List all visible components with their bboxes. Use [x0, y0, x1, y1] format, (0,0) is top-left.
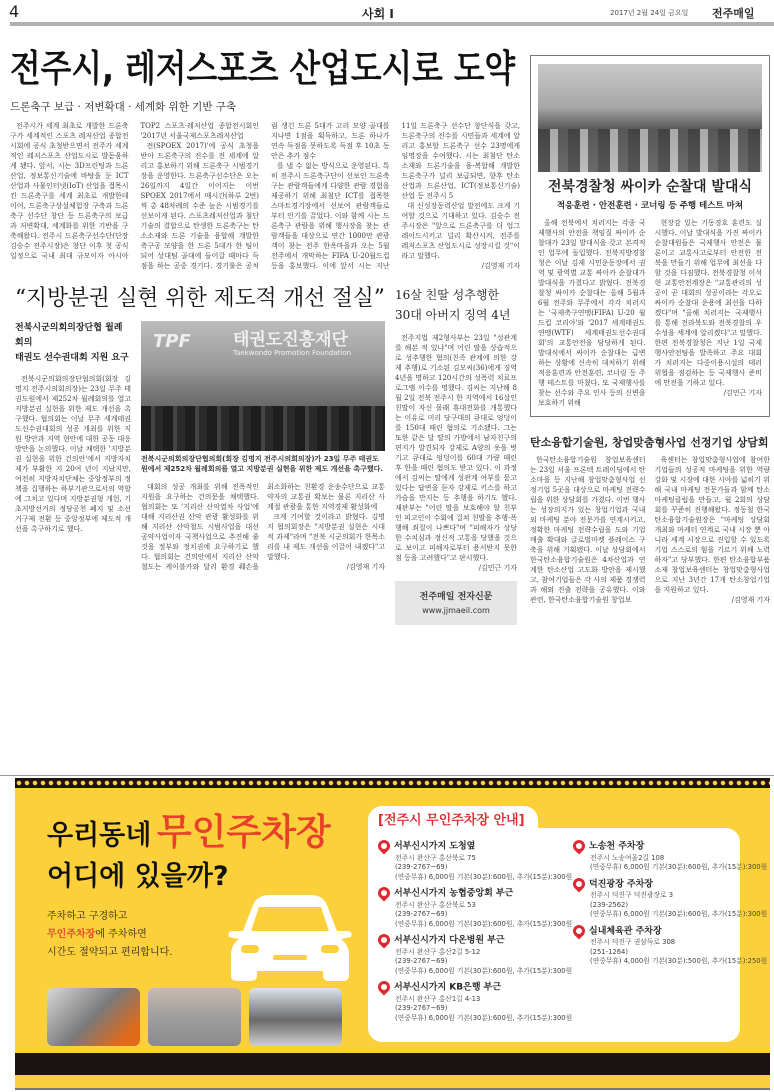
council-headline: “지방분권 실현 위한 제도적 개선 절실”: [15, 286, 385, 311]
council-article: [15, 285, 385, 625]
page-bottom-rule: [15, 1088, 770, 1090]
carbon-headline-wrap: [530, 431, 770, 449]
council-columns-2-3: [141, 482, 385, 572]
e-newspaper-box[interactable]: [395, 581, 517, 625]
parking-lot-item: [573, 925, 768, 967]
parking-lot-fee: (연중무휴) 6,000원 기본(30분):600원, 추가(15분):300원: [395, 966, 573, 975]
ad-copy: [47, 908, 172, 962]
parking-lot-address: 전주시 덕진구 권삼득로 308: [590, 938, 676, 946]
parking-lot-item: [573, 840, 768, 873]
map-pin-icon: [376, 979, 393, 996]
parking-lot-item: [573, 878, 768, 920]
ad-top-border: [0, 775, 774, 776]
council-right-column: [141, 321, 385, 572]
paper-name: 전주매일: [712, 7, 755, 20]
carbon-body: [530, 455, 770, 605]
issue-date: 2017년 2월 24일 금요일: [610, 9, 689, 17]
parking-lot-phone: (239-2562): [590, 900, 629, 909]
police-paragraph-2: 현장감 있는 기동경호 훈련도 실시했다. 이날 발대식을 가진 싸이카 순찰대원들은 국제행사 안전은 물론이고 교통사고로부터 안전한 전북을 만들기 위해 업무에 최선을 다할 것을 다짐했다. 전북경찰청 이석현 교통안전계장은 "교통관리의 성공이 곧 대회의 성공이라는 각오로 싸이카 순찰대 운용에 최선을 다하겠다"며 "올해 치러지는 국제행사를 통해 전라북도와 전북경찰의 우수성을 세계에 알리겠다"고 말했다. 한편 전북경찰청은 지난 1일 국제행사안전팀을 발족하고 주요 대회가 치러지는 다중이용시설의 테러 위협을 점검하는 등 국제행사 준비에 만전을 기하고 있다.: [654, 219, 762, 387]
court-byline: /김민근 기자: [478, 564, 517, 572]
parking-lot-name: [573, 925, 738, 939]
lead-paragraph-2: 전(SPOEX 2017)'에 공식 초청을 받아 드론축구의 진수를 전 세계에 알리고 홍보하기 위해 드론축구 시범경기장을 운영한다. 드론축구선수단은 오는 26일까지 4일간 이어지는 이번 SPOEX 2017에서 매시간(하루 2번)씩 총 48차례의 수준 높은 시범경기를 선보이게 된다. 스포츠레저산업과 첨단기술의 결합으로 탄생한 드론축구는 탄소소재와 드론 기술을 융합해 개발한 축구공 모양을 한 드론 5대가 한 팀이 되어 상대팀 골대에 들어갈 때마다 득점을 하는 공중 경기다. 경기룰은 공처럼 생긴 드론 5대가 고리 모양 골대를 지나면 1점을 획득하고, 드론 하나가 연속 득점을 못하도록 득점 후 10초 동안은 추가 점수: [140, 122, 390, 270]
ad-copy-line-3: 시간도 절약되고 편리합니다.: [47, 947, 173, 958]
ad-headline-group: [47, 810, 331, 862]
council-paragraph-1: 전북시군의회의장단협의회(회장 김명지 전주시의회의장)는 23일 무주 태권도원에서 제252차 월례회의를 열고 지방분권 실현을 위한 제도 개선을 촉구했다. 협의회는 이날 무주 세계태권도선수권대회의 성공 개최를 위한 지원 방안과 지역 현안에 대한 공동 대응 방안을 논의했다. 이날 채택한 '지방분권 실현을 위한 건의안'에서 지방자치제가 부활한 지 20여 년이 지났지만, 여전히 지방자치단체는 중앙정부의 정책을 집행하는 하부기관으로서의 역할에 그치고 있다며 지방분권형 개헌, 기초지방선거의 정당공천 폐지 및 소선거구제 전환 등 중앙정부에 제도적 개선을 촉구하기로 했다.: [15, 375, 131, 533]
court-headline: [395, 285, 517, 325]
police-headline: 전북경찰청 싸이카 순찰대 발대식: [548, 179, 752, 195]
parking-lot-name: [378, 934, 568, 948]
council-paragraph-2: 대회의 성공 개최를 위해 전폭적인 지원을 요구하는 건의문을 채택했다. 협의회는 또 '지리산 산악열차 사업'에 대해 지리산권 산악 관광 활성화를 위해 지리산 산악철도 시범사업을 대선 공약사업이자 국책사업으로 추진해 줄 것을 정부와 정치권에 요구하기로 했다. 협의회는 건의안에서 지리산 산악철도는 케이블카와 달리 환경 훼손을 최소화하는 친환경 운송수단으로 교통약자의 교통권 확보는 물론 지리산 사계절 관광을 통한 지역경제 활성화에: [141, 483, 385, 571]
parking-lot-title: 덕진광장 주차장: [589, 879, 653, 889]
lead-headline-wrap: [10, 46, 520, 94]
parking-lot-item: [378, 840, 573, 882]
parking-lot-fee: (연중무휴) 6,000원 기본(30분):600원, 추가(15분):300원: [395, 919, 573, 928]
parking-lot-item: [378, 887, 573, 929]
e-newspaper-name: 전주매일 전자신문: [419, 592, 493, 602]
parking-lot-address: 전주시 완산구 홍산1길 4-13: [395, 994, 481, 1003]
council-column-1: [15, 374, 131, 534]
court-headline-line-1: 16살 친딸 성추행한: [395, 288, 500, 302]
parking-advertisement: [15, 788, 770, 1088]
parking-lot-item: [378, 934, 573, 976]
police-paragraph-1: 올해 전북에서 치러지는 각종 국제행사의 안전을 책임질 싸이카 순찰대가 23일 발대식을 갖고 본격적인 업무에 돌입했다. 전북지방경찰청은 이날 김제 시민운동장에서 권역 및 광역별 교통 싸이카 순찰대가 발대식을 가졌다고 밝혔다. 전북경찰청 싸이카 순찰대는 올해 5월과 6월 전주와 무주에서 각각 치러지는 '국제축구연맹(FIFA) U-20 월드컵 코리아'와 '2017 세계태권도연맹(WTF) 세계태권도선수권대회'의 교통안전을 담당하게 된다. 발대식에서 싸이카 순찰대는 급변하는 상황에 신속히 대처하기 위해 적응훈련과 안전훈련, 코너링 등 주행 테스트를 마쳤다. 또 국제행사를 찾는 선수와 주요 인사 등의 신변을 보호하기 위해: [538, 219, 646, 407]
left-region: [10, 46, 520, 625]
motorcycles: [538, 129, 762, 172]
parking-lot-phone: (239-2767~69): [395, 910, 448, 918]
lower-left-area: [10, 285, 520, 625]
header-rule: [10, 22, 774, 26]
parking-lot-name: [378, 981, 568, 995]
carbon-paragraph-1: 한국탄소융합기술원 창업보육센터는 23일 서울 프론텍 트레이딩에서 탄소마을 등 지난해 창업맞춤형사업 선정기업 5곳을 대상으로 마케팅 전략수립을 위한 상담회를 가졌다. 이번 행사는 성장의지가 있는 창업기업과 국내외 마케팅 분야 전문가를 연계시키고, 정확한 마케팅 전략수립을 도와 기업 매출 확대와 글로벌마켓 플레이스 구축을 위해 기획됐다. 이날 상담회에서 한국탄소융합기술원은 4차산업과 연계한 탄소산업 고도화 방안을 제시했고, 참여기업들은 각 사의 제품 경쟁력과 해외 진출 전략을 공유했다. 이와 관련, 한국탄소융합기술원 창업보: [530, 456, 646, 604]
map-pin-icon: [376, 885, 393, 902]
map-pin-icon: [376, 838, 393, 855]
ad-copy-red: 무인주차장: [47, 929, 96, 940]
page-number: 4: [9, 2, 20, 21]
parking-lot-address: 전주시 완산구 홍산북로 53: [395, 900, 476, 909]
carbon-article: [530, 431, 770, 605]
police-body: [538, 218, 762, 408]
ad-photo-machines: [249, 988, 342, 1046]
photo-people: [141, 406, 385, 451]
photo-sign-english: Taekwondo Promotion Foundation: [233, 349, 352, 357]
parking-lot-name: [378, 840, 568, 854]
photo-sign-korean: 태권도진흥재단: [233, 330, 348, 350]
council-headline-wrap: [15, 285, 385, 315]
lead-paragraph-1: 전주시가 세계 최초로 개발한 드론축구가 세계적인 스포츠 레저산업 종합전시회에 공식 초청받으면서 전주가 세계적인 레저스포츠 산업도시로 발돋움하게 됐다. 앞서, 시는 3D프린팅과 드론산업, 정보통신기술에 바탕을 둔 ICT산업과 사물인터넷(IoT) 산업을 접목시킨 드론축구를 세계 최초로 개발한데 이어, 드론축구상설체험장 구축과 드론축구 선수단 창단 등 드론축구의 보급과 저변확대, 세계화를 위한 기반을 구축해왔다. 전주시 드론축구선수단(단장 김승수 전주시장)은 창단 이후 첫 공식일정으로 국내 최대 규모이자 아시아 TOP2 스포츠·레저산업 종합전시회인 '2017년 서울국제스포츠레저산업: [10, 122, 259, 260]
council-left-column: [15, 321, 131, 572]
court-paragraph: 전주지법 제2형사부는 23일 "성관계를 해본 적 있냐"며 어린 딸을 상습적으로 성추행한 혐의(친족 관계에 의한 강제 추행)로 기소된 김모씨(36)에게 징역 4년을 명하고 120시간의 성폭력 치료프로그램 이수를 명했다. 김씨는 지난해 8월 2일 전북 전주시 한 지역에서 16살인 친딸이 자신 몰래 휴대전화를 개통했다는 이유로 미리 당구대의 큐대로 엉덩이를 150대 때린 혐의로 기소됐다. 그는 또한 같은 달 딸의 가방에서 남자친구의 편지가 발견되자 강제로 A양의 옷을 벗기고 큐대로 엉덩이를 60대 가량 때린 후 한을 때린 혐의도 받고 있다. 이 과정에서 김씨는 딸에게 성관계 여부를 묻고 있다는 답변을 듣자 강제로 키스를 하고 가슴을 만지는 등 추행을 하기도 했다. 재판부는 "어린 딸을 보호해야 할 친부인 피고인이 수회에 걸쳐 친딸을 추행·폭행해 죄질이 나쁘다"며 "피해자가 상당한 수치심과 정신적 고통을 당했을 것으로 보이고 피해자로부터 용서받지 못한 점 등을 고려했다"고 판시했다.: [395, 334, 517, 562]
right-region: [530, 55, 770, 605]
parking-lot-title: 서부신시가지 농협중앙회 부근: [394, 888, 514, 899]
council-byline: /김영재 기자: [346, 563, 385, 571]
ad-headline-red: 무인주차장: [156, 812, 331, 853]
lead-paragraph-3: 를 낼 수 없는 방식으로 운영된다. 특히 전주시 드론축구단이 선보인 드론축구는 관람객들에게 다양한 관람 경험을 제공하기 위해 최첨단 ICT를 접목한 스마트경기장에서 선보여 관람객들로부터 인기를 끌었다. 이와 함께 시는 드론축구 관람을 위해 행사장을 찾는 관람객들을 대상으로 연간 1000만 관광객이 찾는 전주 한옥마을과 오는 5월 전주에서 개막하는 FIFA U-20월드컵 등을 홍보했다. 이에 앞서 시는 지난 11일 드론축구 선수단 창단식을 갖고, 드론축구의 진수를 시민들과 세계에 알리고 홍보할 드론축구 선수 23명에게 임명장을 수여했다. 시는 최첨단 탄소소재와 드론기술을 융·복합해 개발한 드론축구가 널리 보급되면, 향후 탄소산업과 드론산업, ICT(정보통신기술)산업 등 전주시 5: [271, 122, 520, 270]
parking-lot-fee: (연중무휴) 6,000원 기본(30분):600원, 추가(15분):300원: [395, 1013, 573, 1022]
lead-paragraph-4: 대 신성장동력산업 발전에도 크게 기여할 것으로 기대하고 있다. 김승수 전주시장은 "앞으로 드론축구를 더 업그레이드시키고 널리 확산시켜, 전주를 레저스포츠 산업도시로 성장시킬 것"이라고 말했다.: [401, 202, 520, 260]
car-icon: [225, 893, 355, 983]
parking-info-title: [전주시 무인주차장 안내]: [378, 813, 525, 828]
page-header: [0, 0, 774, 27]
ad-headline-line-1: [47, 810, 331, 856]
map-pin-icon: [571, 922, 588, 939]
council-photo-caption: 전북시군의회의장단협의회(회장 김명지 전주시의회의장)가 23일 무주 태권도원에서 제252차 월례회의를 열고 지방분권 실현을 위한 제도 개선을 촉구했다.: [141, 455, 384, 473]
parking-lot-phone: (239-2767~69): [395, 1004, 448, 1012]
ad-bottom-bar: [15, 1053, 770, 1075]
section-name: 사회 I: [362, 7, 394, 21]
parking-list-left: [378, 840, 573, 1028]
parking-lot-fee: (연중무휴) 6,000원 기본(30분):600원, 추가(15분):300원: [590, 910, 768, 918]
ad-copy-line-2: 에 주차하면: [95, 929, 147, 940]
ad-headline-black: 우리동네: [47, 820, 152, 851]
lead-body: [10, 121, 520, 271]
parking-lot-name: [573, 878, 738, 892]
parking-lot-address: 전주시 완산구 홍산2길 5-12: [395, 947, 481, 956]
parking-lot-address: 전주시 노송여울2길 108: [590, 853, 665, 862]
parking-lot-title: 서부신시가지 KB은행 부근: [394, 982, 502, 993]
ad-copy-line-1: 주차하고 구경하고: [47, 911, 128, 922]
parking-lot-name: [378, 887, 568, 901]
ad-photo-operator: [47, 988, 140, 1046]
parking-lot-title: 노송천 주차장: [589, 841, 645, 852]
police-motorcycle-photo: [538, 64, 762, 172]
parking-lot-address: 전주시 덕진구 덕진광장로 3: [590, 891, 674, 899]
lead-headline: 전주시, 레저스포츠 산업도시로 도약: [10, 47, 516, 90]
court-article: [395, 285, 517, 625]
ad-photo-gate: [148, 988, 241, 1046]
court-headline-line-2: 30대 아버지 징역 4년: [395, 308, 511, 322]
court-body: [395, 333, 517, 563]
carbon-paragraph-2: 육센터는 창업맞춤형사업에 참여한 기업들의 성공적 마케팅을 위한 역량 강화 및 시장에 대한 시야를 넓히기 위해 국내 마케팅 전문가들과 함께 탄소마케팅클럽을 만들고, 월 2회의 상담회를 꾸준히 진행해왔다. 정동철 한국탄소융합기술원장은 "마케팅 상담회 개최와 마케터 연계로 국내 시장 뿐 아니라 세계 시장으로 진입할 수 있도록 기업 스스로의 힘을 기르기 위해 노력하자"고 당부했다. 한편 탄소융합부품소재 창업보육센터는 창업맞춤형사업으로 지난 3년간 17개 탄소창업기업을 지원하고 있다.: [654, 456, 770, 594]
parking-lot-title: 서부신시가지 도청옆: [394, 841, 476, 852]
council-subtitle-line-1: 전북시군의회의장단협 월례회의: [15, 323, 123, 348]
council-subtitle-line-2: 태권도 선수권대회 지원 요구: [15, 353, 129, 363]
parking-lot-fee: (연중무휴) 6,000원 기본(30분):600원, 추가(15분):300원: [590, 863, 768, 871]
parking-lot-phone: (239-2767~69): [395, 863, 448, 871]
carbon-byline: /김영재 기자: [731, 596, 770, 604]
council-subtitle: [15, 321, 131, 366]
parking-lot-item: [378, 981, 573, 1023]
parking-lot-fee: (연중무휴) 4,000원 기본(30분):500원, 추가(15분):250원: [590, 957, 768, 965]
taekwondo-foundation-photo: [141, 321, 385, 451]
lead-byline: /김영재 기자: [481, 262, 520, 270]
ad-dot-strip: [15, 778, 770, 788]
e-newspaper-url[interactable]: www.jjmaeil.com: [422, 606, 490, 615]
police-byline: /김민근 기자: [723, 389, 762, 397]
parking-lot-phone: (239-2767~69): [395, 957, 448, 965]
map-pin-icon: [376, 932, 393, 949]
parking-lot-name: [573, 840, 738, 854]
parking-lot-title: 실내체육관 주차장: [589, 926, 662, 936]
parking-list-right: [573, 840, 768, 972]
police-article-box: [530, 55, 770, 417]
police-subtitle: 적응훈련 · 안전훈련 · 코너링 등 주행 테스트 마쳐: [556, 201, 744, 211]
parking-lot-address: 전주시 완산구 홍산북로 75: [395, 853, 476, 862]
ad-headline-line-2: 어디에 있을까?: [47, 861, 229, 892]
council-body-area: [15, 321, 385, 572]
parking-lot-phone: (251-1264): [590, 947, 629, 956]
council-paragraph-3: 크게 기여할 것이라고 밝혔다. 김명지 협의회장은 "지방분권 실현은 시대적 과제"라며 "전북 시군의회가 한목소리를 내 제도 개선을 이끌어 내겠다"고 말했다.: [267, 513, 385, 561]
parking-lot-fee: (연중무휴) 6,000원 기본(30분):600원, 추가(15분):300원: [395, 872, 573, 881]
map-pin-icon: [571, 875, 588, 892]
parking-lot-title: 서부신시가지 다온병원 부근: [394, 935, 505, 946]
carbon-headline: 탄소융합기술원, 창업맞춤형사업 선정기업 상담회: [530, 436, 769, 449]
tpf-logo: TPF: [153, 331, 191, 352]
lead-subtitle: 드론축구 보급 · 저변확대 · 세계화 위한 기반 구축: [10, 101, 237, 113]
map-pin-icon: [571, 838, 588, 855]
